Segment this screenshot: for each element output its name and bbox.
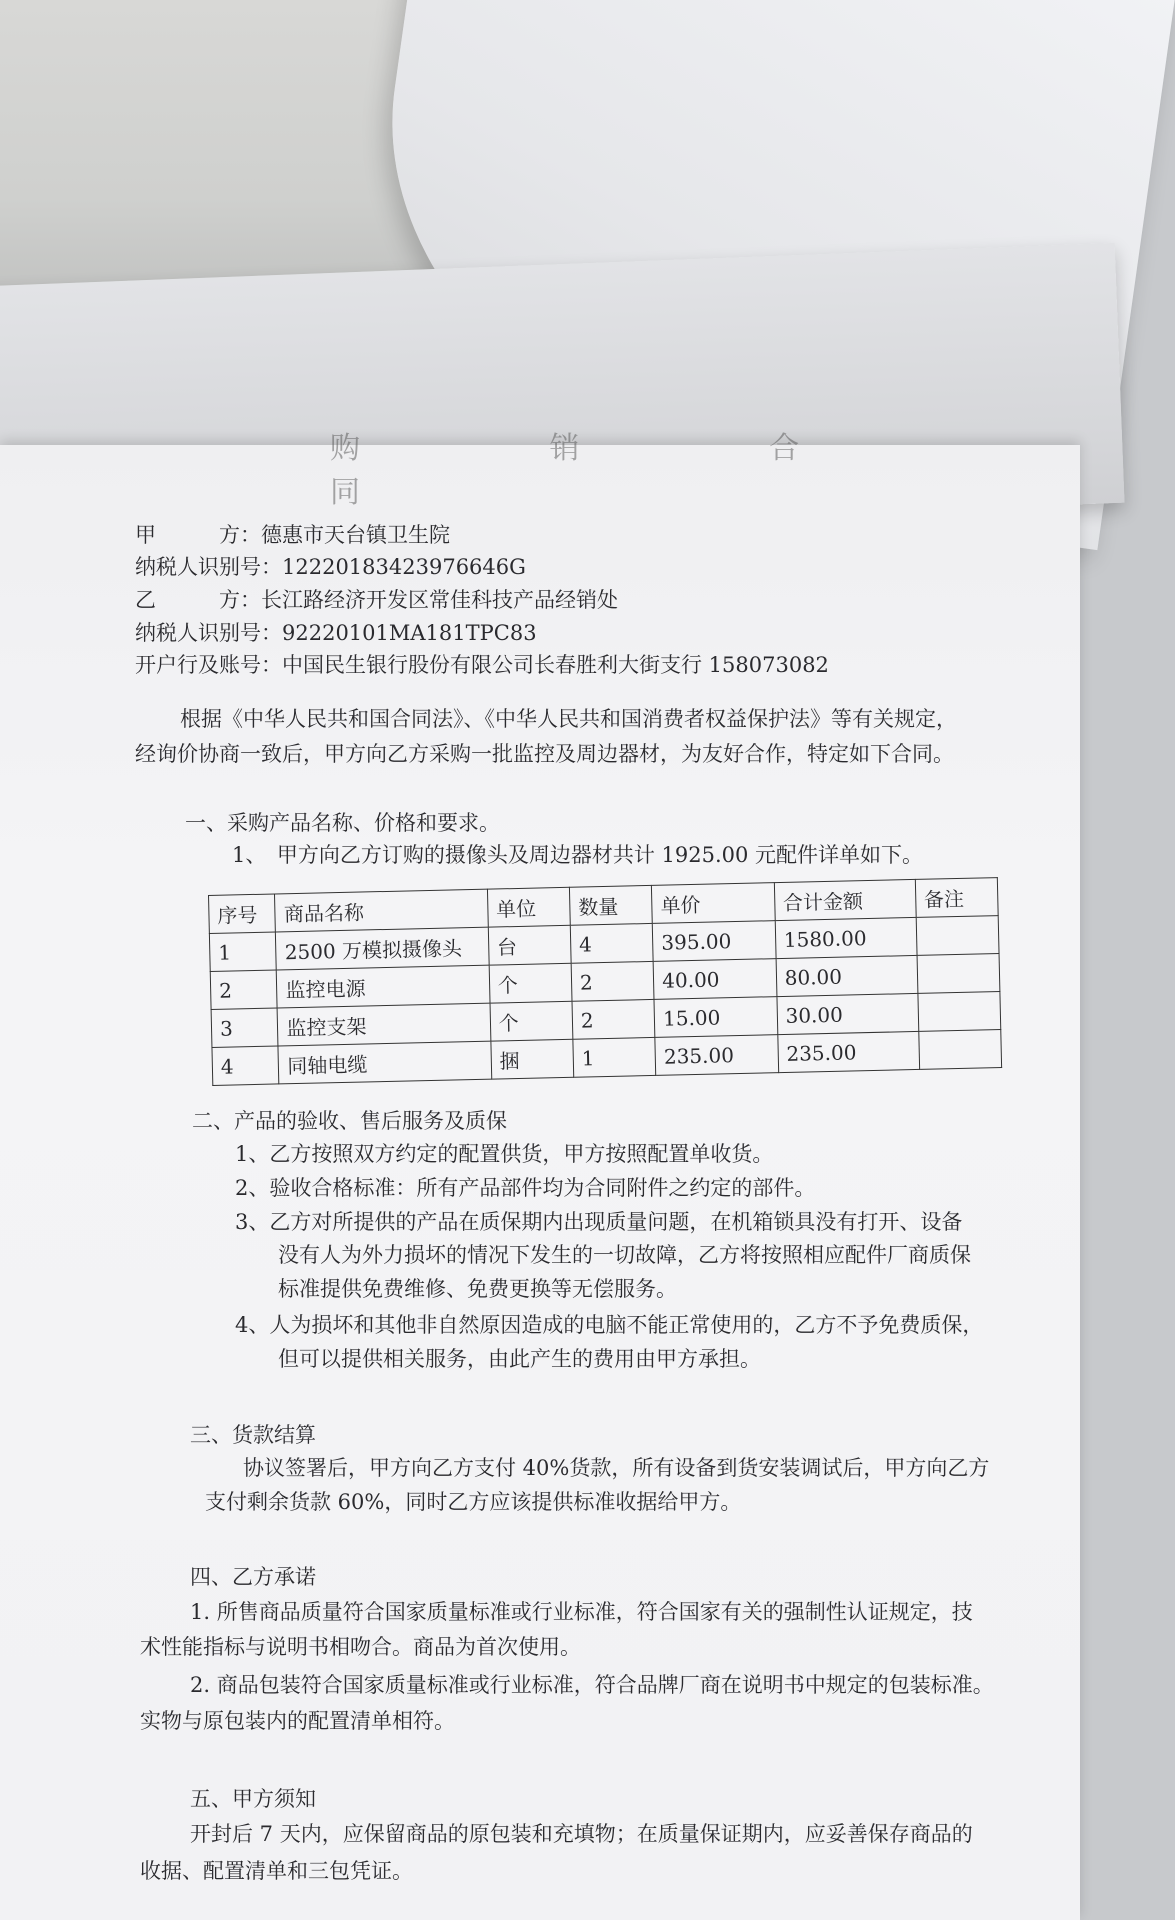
bank-value: 中国民生银行股份有限公司长春胜利大街支行 158073082 <box>282 653 829 677</box>
section-3-line-2: 支付剩余货款 60%，同时乙方应该提供标准收据给甲方。 <box>205 1490 742 1514</box>
table-cell: 捆 <box>491 1039 574 1079</box>
section-2-item-4-line-2: 但可以提供相关服务，由此产生的费用由甲方承担。 <box>278 1347 761 1371</box>
table-cell: 个 <box>489 963 572 1003</box>
table-header: 商品名称 <box>275 889 488 932</box>
section-4-item-2-line-2: 实物与原包装内的配置清单相符。 <box>140 1709 455 1733</box>
table-header: 数量 <box>569 885 652 925</box>
section-2-item-4-line-1: 4、人为损坏和其他非自然原因造成的电脑不能正常使用的，乙方不予免费质保， <box>235 1313 984 1337</box>
section-2-item-3-line-1: 3、乙方对所提供的产品在质保期内出现质量问题，在机箱锁具没有打开、设备 <box>235 1210 963 1234</box>
table-header: 合计金额 <box>774 879 916 920</box>
table-cell: 1 <box>209 932 276 971</box>
table-cell: 监控支架 <box>278 1003 491 1046</box>
table-cell: 40.00 <box>653 959 776 1000</box>
table-cell: 台 <box>488 925 571 965</box>
table-cell: 395.00 <box>652 921 775 962</box>
party-a-label: 甲 方： <box>135 523 261 547</box>
intro-line-2: 经询价协商一致后，甲方向乙方采购一批监控及周边器材，为友好合作，特定如下合同。 <box>135 742 954 766</box>
table-cell: 2 <box>210 970 277 1009</box>
party-a-name: 德惠市天台镇卫生院 <box>261 523 450 547</box>
table-cell <box>918 992 1001 1032</box>
contract-document <box>0 431 1080 1920</box>
section-4-item-1-line-2: 术性能指标与说明书相吻合。商品为首次使用。 <box>140 1635 581 1659</box>
table-cell: 个 <box>490 1001 573 1041</box>
section-4-heading: 四、乙方承诺 <box>190 1565 316 1589</box>
section-4-item-1-line-1: 1. 所售商品质量符合国家质量标准或行业标准，符合国家有关的强制性认证规定，技 <box>190 1600 973 1624</box>
table-cell: 80.00 <box>776 955 918 996</box>
items-table <box>208 877 1002 1086</box>
party-a-tax-label: 纳税人识别号： <box>135 555 282 579</box>
table-cell <box>918 1030 1001 1070</box>
section-2-item-3-line-2: 没有人为外力损坏的情况下发生的一切故障，乙方将按照相应配件厂商质保 <box>278 1243 971 1267</box>
party-a-tax-row <box>135 555 526 580</box>
table-cell: 30.00 <box>777 993 919 1034</box>
table-cell <box>916 916 999 956</box>
party-a-tax-id: 12220183423976646G <box>282 555 526 579</box>
section-3-heading: 三、货款结算 <box>190 1423 316 1447</box>
table-cell: 15.00 <box>654 997 777 1038</box>
table-header: 单价 <box>652 883 775 924</box>
table-header: 备注 <box>915 878 998 918</box>
section-2-item-2: 2、验收合格标准：所有产品部件均为合同附件之约定的部件。 <box>235 1176 816 1200</box>
party-a-row <box>135 523 450 548</box>
table-cell: 1 <box>573 1037 656 1077</box>
party-b-tax-label: 纳税人识别号： <box>135 621 282 645</box>
section-5-heading: 五、甲方须知 <box>190 1787 316 1811</box>
party-b-name: 长江路经济开发区常佳科技产品经销处 <box>261 588 618 612</box>
contract-title-partial: 购 销 合 同 <box>330 431 890 510</box>
table-cell: 2 <box>572 999 655 1039</box>
table-cell: 4 <box>212 1046 279 1085</box>
section-4-item-2-line-1: 2. 商品包装符合国家质量标准或行业标准，符合品牌厂商在说明书中规定的包装标准。 <box>190 1673 994 1697</box>
table-cell: 4 <box>570 923 653 963</box>
intro-line-1: 根据《中华人民共和国合同法》、《中华人民共和国消费者权益保护法》等有关规定， <box>180 707 957 731</box>
table-cell: 1580.00 <box>775 917 917 958</box>
table-cell: 235.00 <box>778 1031 920 1072</box>
table-header: 序号 <box>209 894 276 933</box>
party-b-label: 乙 方： <box>135 588 261 612</box>
table-cell: 同轴电缆 <box>278 1041 491 1084</box>
section-2-item-1: 1、乙方按照双方约定的配置供货，甲方按照配置单收货。 <box>235 1142 774 1166</box>
section-2-item-3-line-3: 标准提供免费维修、免费更换等无偿服务。 <box>278 1277 677 1301</box>
table-cell <box>917 954 1000 994</box>
section-1-item-1: 1、 甲方向乙方订购的摄像头及周边器材共计 1925.00 元配件详单如下。 <box>232 843 924 867</box>
party-b-tax-row <box>135 621 537 646</box>
section-5-line-1: 开封后 7 天内，应保留商品的原包装和充填物；在质量保证期内，应妥善保存商品的 <box>190 1822 973 1846</box>
section-1-heading: 一、采购产品名称、价格和要求。 <box>185 811 500 835</box>
section-2-heading: 二、产品的验收、售后服务及质保 <box>192 1109 507 1133</box>
section-5-line-2: 收据、配置清单和三包凭证。 <box>140 1859 413 1883</box>
bank-account-row <box>135 653 829 678</box>
table-cell: 2500 万模拟摄像头 <box>276 927 489 970</box>
table-cell: 2 <box>571 961 654 1001</box>
section-3-line-1: 协议签署后，甲方向乙方支付 40%货款，所有设备到货安装调试后，甲方向乙方 <box>243 1456 990 1480</box>
table-header: 单位 <box>487 887 570 927</box>
table-cell: 监控电源 <box>277 965 490 1008</box>
bank-label: 开户行及账号： <box>135 653 282 677</box>
table-cell: 3 <box>211 1008 278 1047</box>
table-cell: 235.00 <box>655 1035 778 1076</box>
party-b-tax-id: 92220101MA181TPC83 <box>282 621 537 645</box>
contract-page <box>0 431 1080 1920</box>
party-b-row <box>135 588 618 613</box>
